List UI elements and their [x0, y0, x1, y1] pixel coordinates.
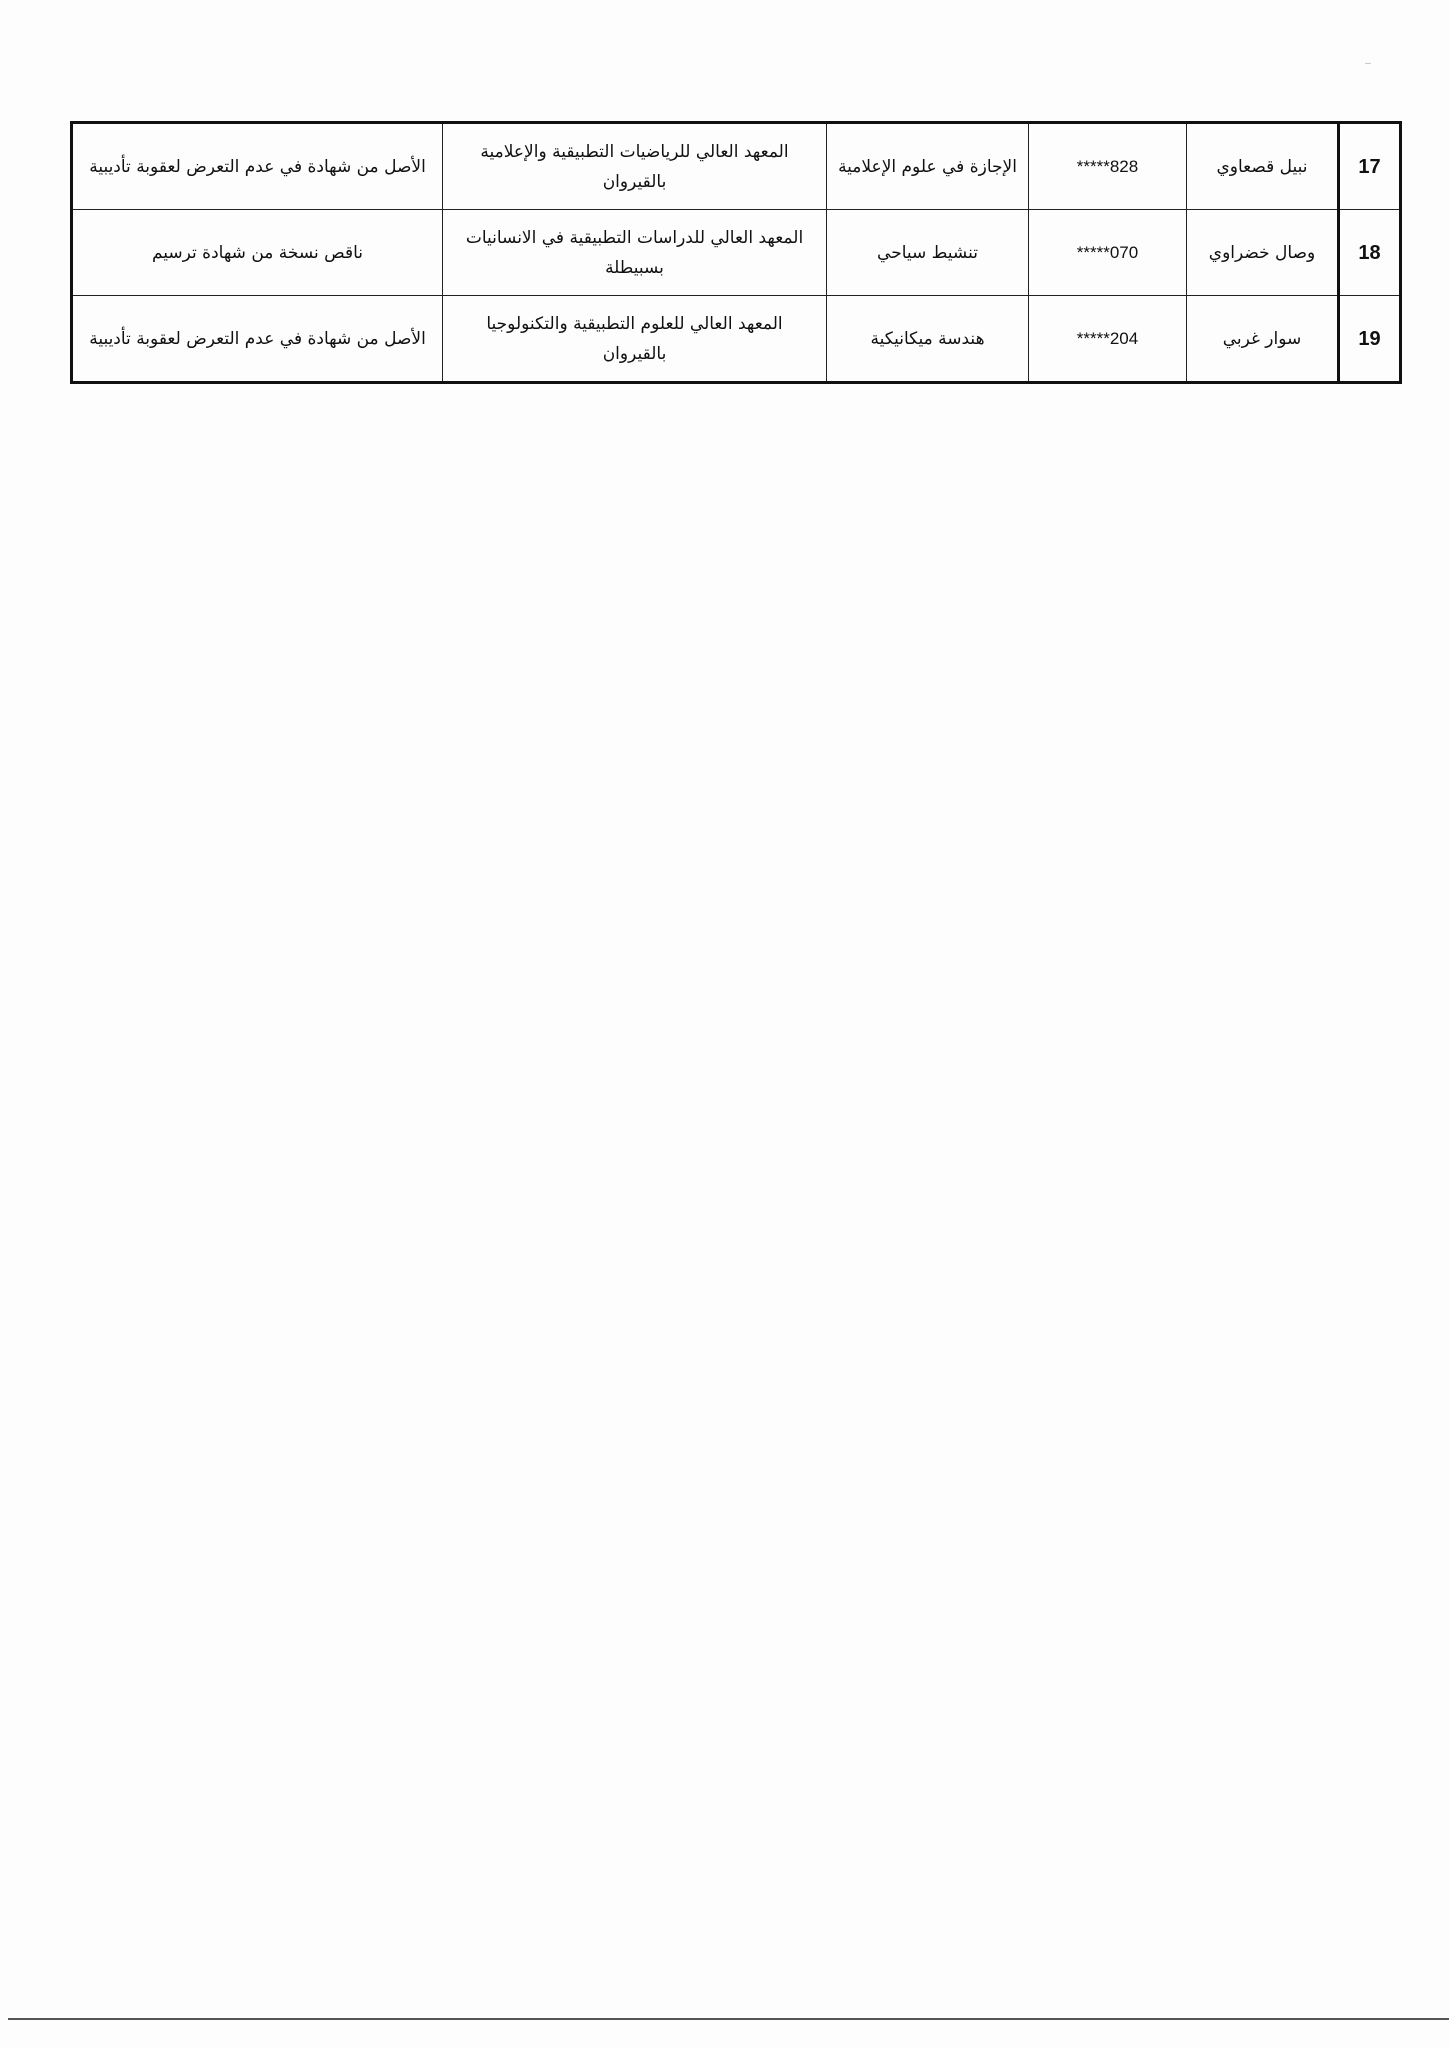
institution: المعهد العالي للدراسات التطبيقية في الانسانيات بسبيطلة: [443, 210, 827, 296]
candidate-id: *****828: [1029, 123, 1187, 210]
note: ناقص نسخة من شهادة ترسيم: [72, 210, 443, 296]
note: الأصل من شهادة في عدم التعرض لعقوبة تأديبية: [72, 123, 443, 210]
candidate-name: نبيل قصعاوي: [1187, 123, 1339, 210]
page-bottom-rule: [8, 2018, 1449, 2020]
institution: المعهد العالي للعلوم التطبيقية والتكنولوجيا بالقيروان: [443, 296, 827, 383]
institution: المعهد العالي للرياضيات التطبيقية والإعلامية بالقيروان: [443, 123, 827, 210]
table-row: [72, 210, 1401, 296]
degree: الإجازة في علوم الإعلامية: [827, 123, 1029, 210]
scan-speck: [1365, 63, 1371, 64]
table-row: [72, 123, 1401, 210]
candidate-name: سوار غربي: [1187, 296, 1339, 383]
candidates-table: [70, 121, 1402, 384]
row-number: 19: [1339, 296, 1401, 383]
degree: هندسة ميكانيكية: [827, 296, 1029, 383]
row-number: 18: [1339, 210, 1401, 296]
candidate-id: *****070: [1029, 210, 1187, 296]
table-row: [72, 296, 1401, 383]
degree: تنشيط سياحي: [827, 210, 1029, 296]
candidate-name: وصال خضراوي: [1187, 210, 1339, 296]
note: الأصل من شهادة في عدم التعرض لعقوبة تأديبية: [72, 296, 443, 383]
row-number: 17: [1339, 123, 1401, 210]
candidate-id: *****204: [1029, 296, 1187, 383]
candidates-table-container: [70, 121, 1399, 384]
